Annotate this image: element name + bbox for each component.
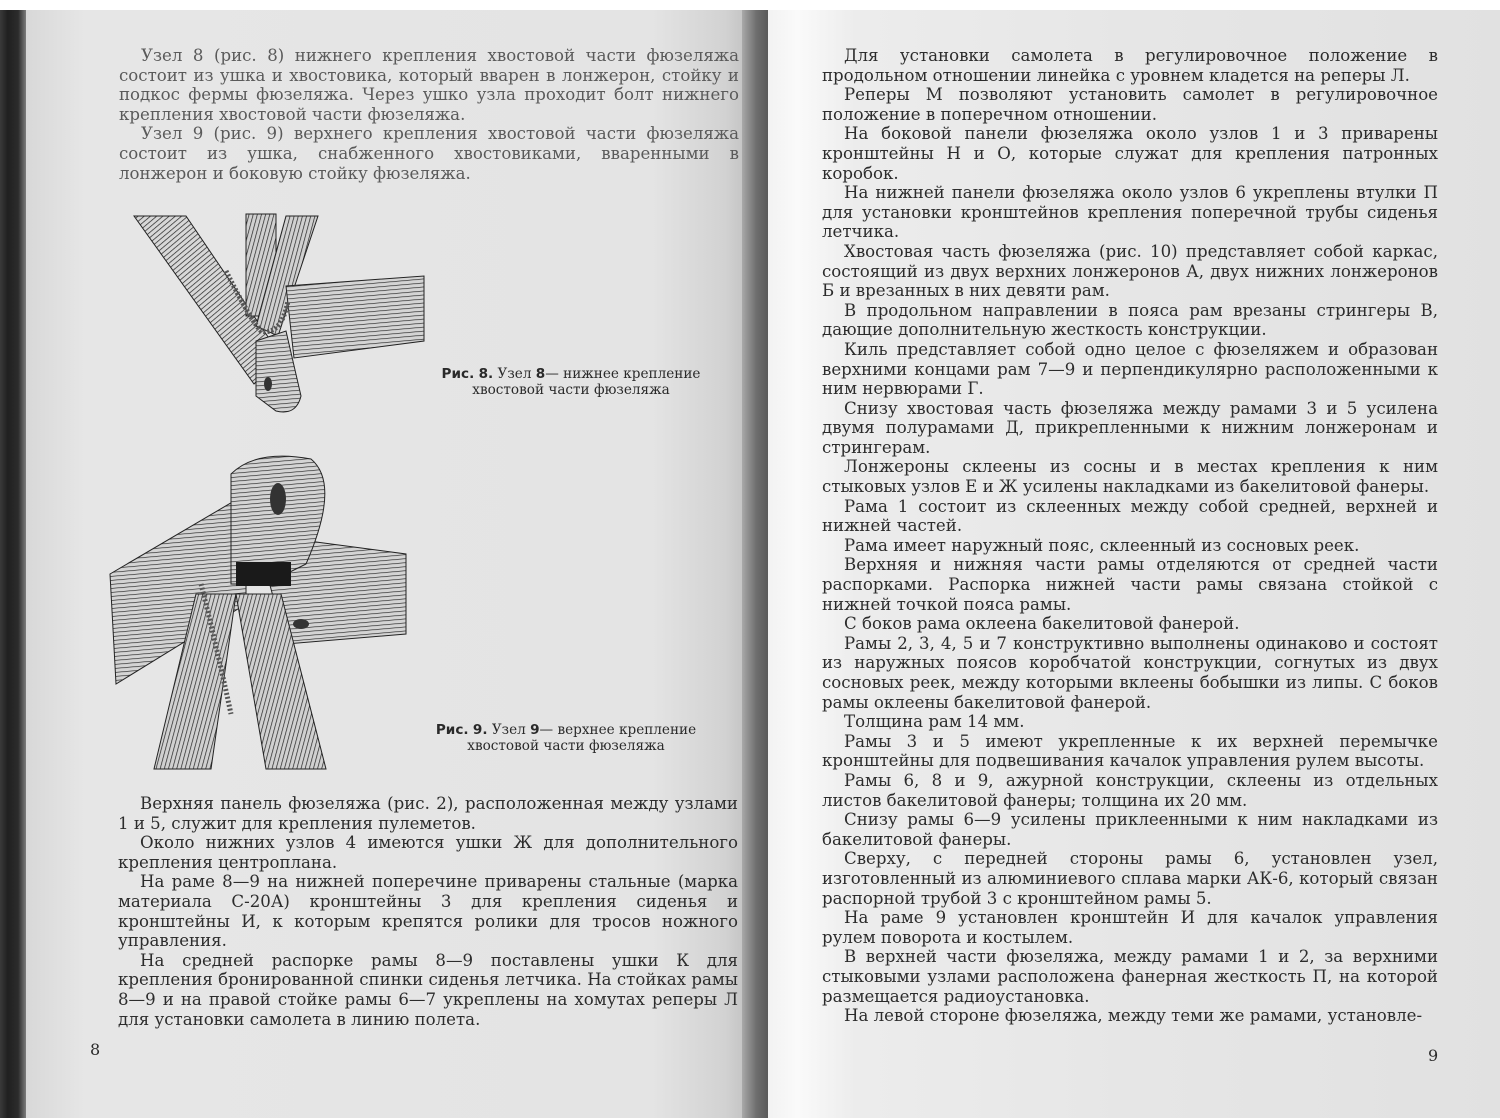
left-bottom-text [118,794,738,1029]
paragraph: Рамы 6, 8 и 9, ажурной конструкции, склеены из отдельных листов бакелитовой фанеры; толщина их 20 мм. [822,770,1438,810]
figure-node-word: Узел [491,722,526,738]
paragraph: Рама имеет наружный пояс, склеенный из сосновых реек. [844,535,1360,555]
paragraph: Толщина рам 14 мм. [844,712,1025,732]
right-page [768,10,1500,1118]
paragraph: На нижней панели фюзеляжа около узлов 6 укреплены втулки П для установки кронштейнов крепления поперечной трубы сиденья летчика. [822,183,1438,242]
paragraph: С боков рама оклеена бакелитовой фанерой. [844,614,1240,634]
paragraph: Узел 8 (рис. 8) нижнего крепления хвостовой части фюзеляжа состоит из ушка и хвостовика, который вварен в лонжерон, стойку и подкос фермы фюзеляжа. Через ушко узла проходит болт нижнего крепления хвостовой части фюзеляжа. [119,46,739,124]
paragraph: В продольном направлении в пояса рам врезаны стрингеры В, дающие дополнительную жесткость конструкции. [822,300,1438,340]
paragraph: Узел 9 (рис. 9) верхнего крепления хвостовой части фюзеляжа состоит из ушка, снабженного хвостовиками, вваренными в лонжерон и боковую стойку фюзеляжа. [119,124,739,183]
figure-node-word: Узел [497,366,532,382]
book-edge [0,10,26,1118]
figure-9-illustration [106,444,426,774]
paragraph: Киль представляет собой одно целое с фюзеляжем и образован верхними концами рам 7—9 и перпендикулярно расположенными к ним нервюрами Г. [822,339,1438,399]
left-page [26,10,762,1118]
paragraph: На раме 8—9 на нижней поперечине приварены стальные (марка материала С-20А) кронштейны 3 для крепления сиденья и кронштейны И, к которым крепятся ролики для тросов ножного управления. [118,872,738,951]
paragraph: Снизу хвостовая часть фюзеляжа между рамами 3 и 5 усилена двумя полурамами Д, прикрепленными к нижним лонжеронам и стрингерам. [822,398,1438,457]
page-number: 9 [1428,1046,1439,1065]
figure-node-number: 8 [535,366,546,382]
right-page-text [822,46,1438,1026]
paragraph: Верхняя панель фюзеляжа (рис. 2), расположенная между узлами 1 и 5, служит для крепления пулеметов. [118,794,738,833]
paragraph: На боковой панели фюзеляжа около узлов 1 и 3 приварены кронштейны Н и О, которые служат для крепления патронных коробок. [822,124,1438,183]
figure-number: 8. [478,366,494,382]
paragraph: В верхней части фюзеляжа, между рамами 1 и 2, за верхними стыковыми узлами расположена фанерная жесткость П, на которой размещается радиоустановка. [822,947,1438,1006]
left-top-text [119,46,739,183]
paragraph: На левой стороне фюзеляжа, между теми же рамами, установле- [844,1006,1423,1026]
figure-caption-text: — нижнее крепление хвостовой части фюзеляжа [472,366,701,398]
figure-caption-text: — верхнее крепление хвостовой части фюзеляжа [467,722,697,754]
figure-8-illustration [106,206,436,416]
paragraph: Реперы М позволяют установить самолет в регулировочное положение в поперечном отношении. [822,85,1438,124]
figure-label: Рис. [441,366,475,382]
paragraph: Снизу рамы 6—9 усилены приклеенными к ним накладками из бакелитовой фанеры. [822,810,1438,849]
figure-number: 9. [472,722,488,738]
paragraph: Для установки самолета в регулировочное положение в продольном отношении линейка с уровнем кладется на реперы Л. [822,46,1438,85]
book-spread [0,10,1500,1118]
paragraph: На средней распорке рамы 8—9 поставлены ушки К для крепления бронированной спинки сиденья летчика. На стойках рамы 8—9 и на правой стойке рамы 6—7 укреплены на хомутах реперы Л для установки самолета в линию полета. [118,950,738,1029]
paragraph: Хвостовая часть фюзеляжа (рис. 10) представляет собой каркас, состоящий из двух верхних лонжеронов А, двух нижних лонжеронов Б и врезанных в них девяти рам. [822,241,1438,301]
paragraph: Сверху, с передней стороны рамы 6, установлен узел, изготовленный из алюминиевого сплава марки АК-6, который связан распорной трубой 3 с кронштейном рамы 5. [822,849,1438,908]
paragraph: Около нижних узлов 4 имеются ушки Ж для дополнительного крепления центроплана. [118,833,738,872]
paragraph: Рамы 3 и 5 имеют укрепленные к их верхней перемычке кронштейны для подвешивания качалок управления рулем высоты. [822,731,1438,771]
figure-9-caption [421,722,711,754]
book-gutter [742,10,768,1118]
page-number: 8 [90,1040,101,1059]
paragraph: Рамы 2, 3, 4, 5 и 7 конструктивно выполнены одинаково и состоят из наружных поясов коробчатой конструкции, согнутых из двух сосновых реек, между которыми вклеены бобышки из липы. С боков рамы оклеены бакелитовой фанерой. [822,633,1438,712]
paragraph: На раме 9 установлен кронштейн И для качалок управления рулем поворота и костылем. [822,908,1438,947]
figure-label: Рис. [435,722,469,738]
paragraph: Верхняя и нижняя части рамы отделяются от средней части распорками. Распорка нижней части рамы связана стойкой с нижней точкой пояса рамы. [822,555,1438,614]
paragraph: Рама 1 состоит из склеенных между собой средней, верхней и нижней частей. [822,496,1438,536]
figure-8-caption [426,366,716,398]
paragraph: Лонжероны склеены из сосны и в местах крепления к ним стыковых узлов Е и Ж усилены накладками из бакелитовой фанеры. [822,457,1438,497]
figure-node-number: 9 [530,722,540,738]
